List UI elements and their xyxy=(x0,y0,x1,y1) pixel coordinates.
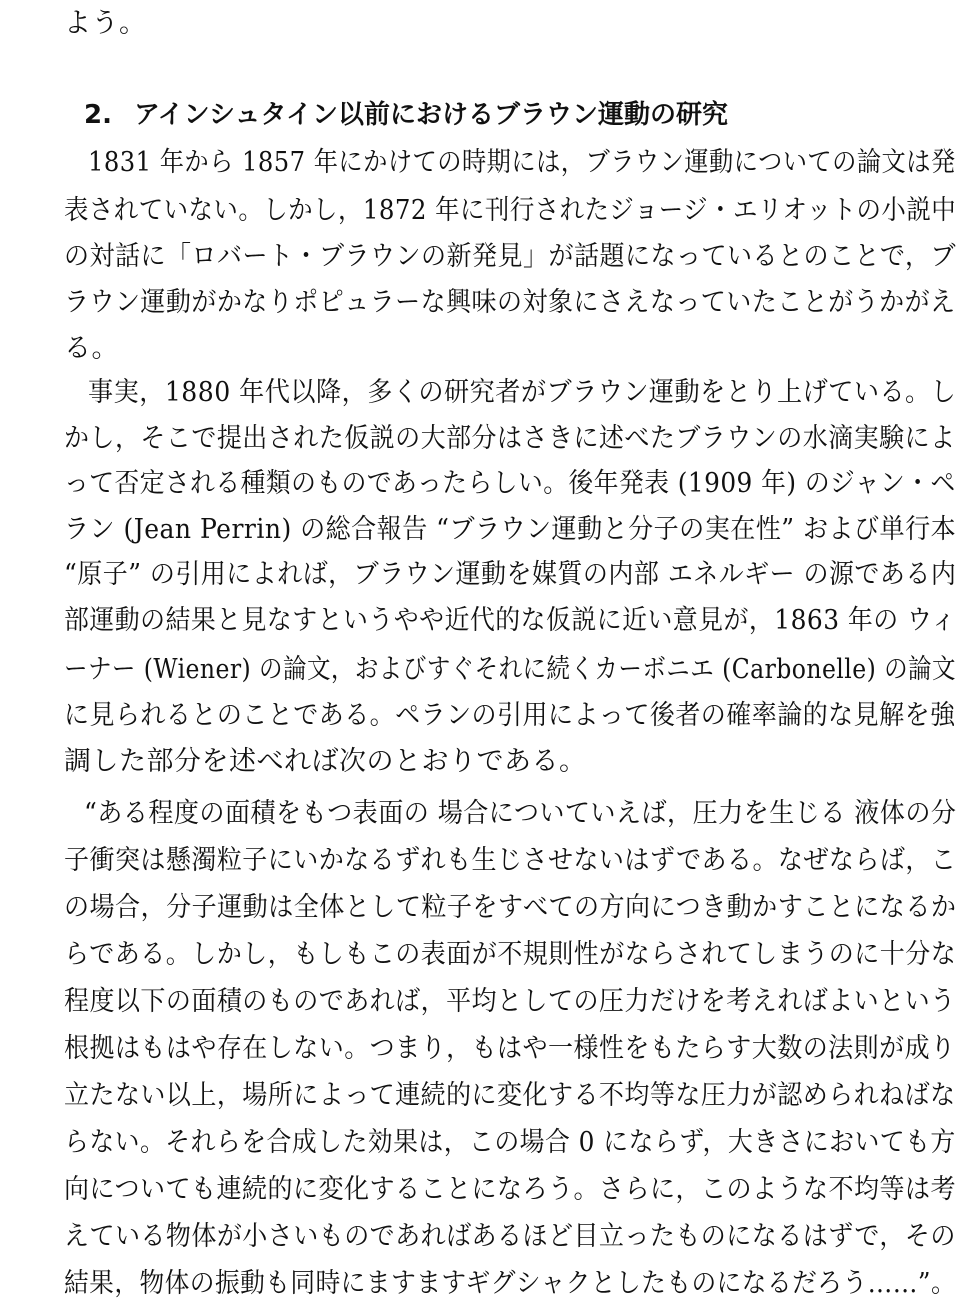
text-line: 子衝突は懸濁粒子にいかなるずれも生じさせないはずである。なぜならば，こ xyxy=(64,845,957,876)
text-line: る。 xyxy=(64,333,119,364)
text-line: 表されていない。しかし，1872 年に刊行されたジョージ・エリオットの小説中 xyxy=(64,195,957,226)
text-line: らである。しかし，もしもこの表面が不規則性がならされてしまうのに十分な xyxy=(64,939,957,970)
text-line: 調した部分を述べれば次のとおりである。 xyxy=(64,746,587,777)
text-line: らない。それらを合成した効果は，この場合 0 にならず，大きさにおいても方 xyxy=(64,1127,956,1158)
text-line: よう。 xyxy=(64,8,147,39)
text-line: 向についても連続的に変化することになろう。さらに，このような不均等は考 xyxy=(64,1174,956,1205)
section-number: 2. xyxy=(84,100,112,130)
text-line: かし，そこで提出された仮説の大部分はさきに述べたブラウンの水滴実験によ xyxy=(64,423,956,454)
text-line: “原子” の引用によれば，ブラウン運動を媒質の内部 エネルギー の源である内 xyxy=(64,559,957,590)
text-line: ラン (Jean Perrin) の総合報告 “ブラウン運動と分子の実在性” および単行本 xyxy=(64,514,957,545)
text-line: 立たない以上，場所によって連続的に変化する不均等な圧力が認められねばな xyxy=(64,1080,956,1111)
text-line: に見られるとのことである。ペランの引用によって後者の確率論的な見解を強 xyxy=(64,700,956,731)
text-line: 1831 年から 1857 年にかけての時期には，ブラウン運動についての論文は発 xyxy=(88,147,956,178)
text-line: 結果，物体の振動も同時にますますギグシャクとしたものになるだろう……”。 xyxy=(64,1268,957,1299)
text-line: 部運動の結果と見なすというやや近代的な仮説に近い意見が，1863 年の ウィ xyxy=(64,605,957,636)
text-line: 根拠はもはや存在しない。つまり，もはや一様性をもたらす大数の法則が成り xyxy=(64,1033,956,1064)
text-line: の場合，分子運動は全体として粒子をすべての方向につき動かすことになるか xyxy=(64,892,957,923)
text-line: えている物体が小さいものであればあるほど目立ったものになるはずで，その xyxy=(64,1221,956,1252)
section-title: アインシュタイン以前におけるブラウン運動の研究 xyxy=(134,100,728,130)
text-line: の対話に「ロバート・ブラウンの新発見」が話題になっているとのことで，ブ xyxy=(64,241,956,272)
text-line: 事実，1880 年代以降，多くの研究者がブラウン運動をとり上げている。し xyxy=(88,377,957,408)
text-line: “ある程度の面積をもつ表面の 場合についていえば，圧力を生じる 液体の分 xyxy=(84,798,957,829)
text-line: ーナー (Wiener) の論文，およびすぐそれに続くカーボニエ (Carbonelle) の論文 xyxy=(64,654,956,685)
text-line: ラウン運動がかなりポピュラーな興味の対象にさえなっていたことがうかがえ xyxy=(64,287,956,318)
text-line: って否定される種類のものであったらしい。後年発表 (1909 年) のジャン・ペ xyxy=(64,468,956,499)
section-heading xyxy=(84,97,728,133)
text-line: 程度以下の面積のものであれば，平均としての圧力だけを考えればよいという xyxy=(64,986,956,1017)
